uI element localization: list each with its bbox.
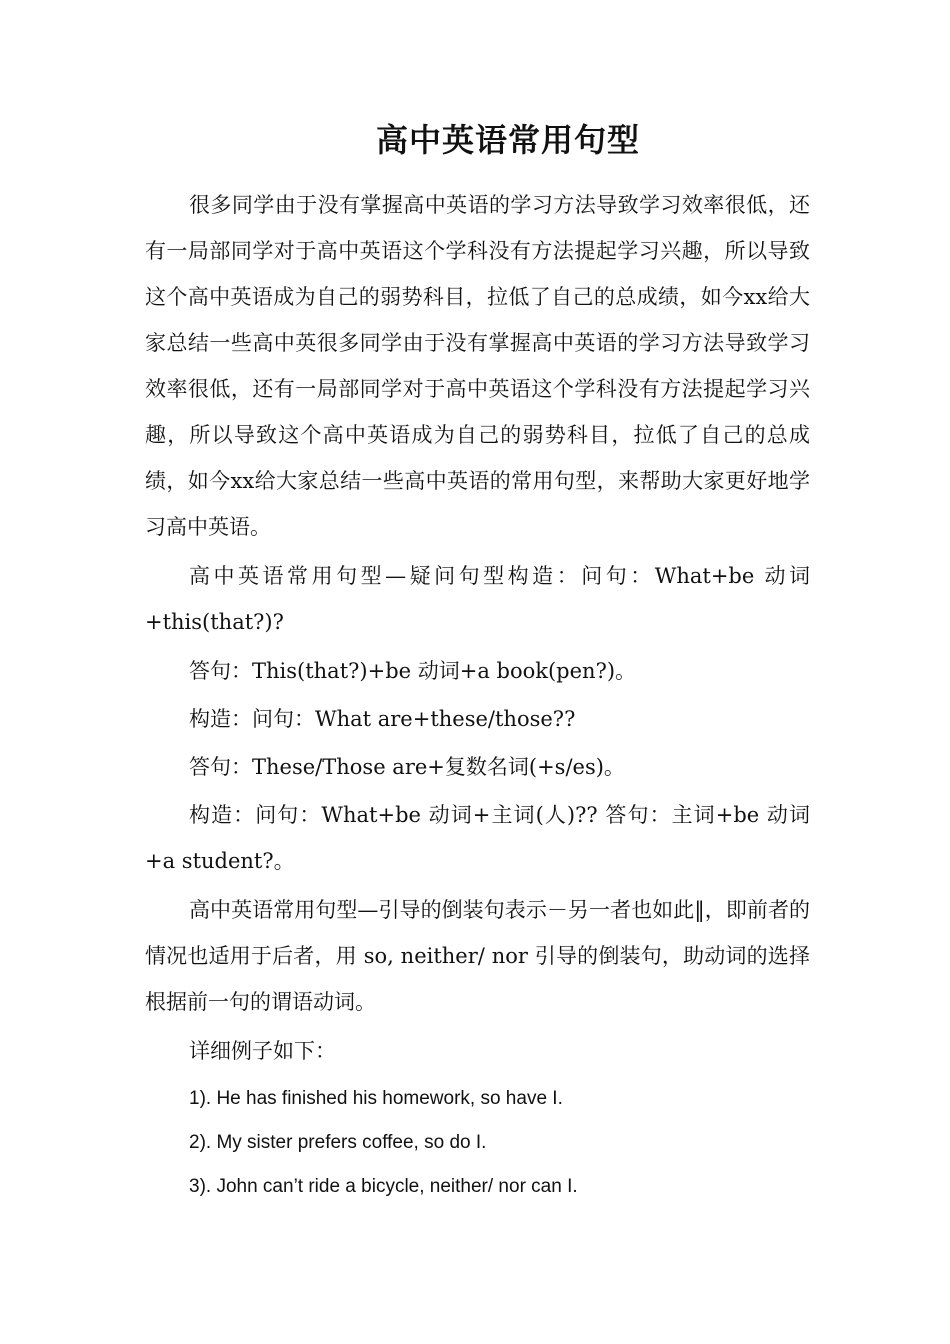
inversion-paragraph: 高中英语常用句型—引导的倒装句表示－另一者也如此‖，即前者的情况也适用于后者，用 so, neither/ nor 引导的倒装句，助动词的选择根据前一句的谓语动词。 [145, 898, 810, 1014]
document-title: 高中英语常用句型 [375, 121, 640, 159]
example-item: 3). John can’t ride a bicycle, neither/ nor can I. [189, 1176, 578, 1197]
plural-answer-paragraph: 答句：These/Those are+复数名词(+s/es)。 [189, 755, 625, 779]
examples-intro: 详细例子如下： [189, 1039, 336, 1063]
example-item: 2). My sister prefers coffee, so do I. [189, 1132, 487, 1153]
person-question-paragraph: 构造：问句：What+be 动词+主词(人)?? 答句：主词+be 动词+a student?。 [145, 803, 810, 873]
question-pattern-paragraph: 高中英语常用句型—疑问句型构造：问句：What+be 动词+this(that?)? [145, 564, 810, 634]
intro-paragraph: 很多同学由于没有掌握高中英语的学习方法导致学习效率很低，还有一局部同学对于高中英语这个学科没有方法提起学习兴趣，所以导致这个高中英语成为自己的弱势科目，拉低了自己的总成绩，如今xx给大家总结一些高中英很多同学由于没有掌握高中英语的学习方法导致学习效率很低，还有一局部同学对于高中英语这个学科没有方法提起学习兴趣，所以导致这个高中英语成为自己的弱势科目，拉低了自己的总成绩，如今xx给大家总结一些高中英语的常用句型，来帮助大家更好地学习高中英语。 [145, 193, 810, 539]
document-body [145, 182, 810, 1209]
answer-pattern-paragraph: 答句：This(that?)+be 动词+a book(pen?)。 [189, 659, 637, 683]
plural-question-paragraph: 构造：问句：What are+these/those?? [189, 707, 576, 731]
example-item: 1). He has finished his homework, so have I. [189, 1088, 563, 1109]
